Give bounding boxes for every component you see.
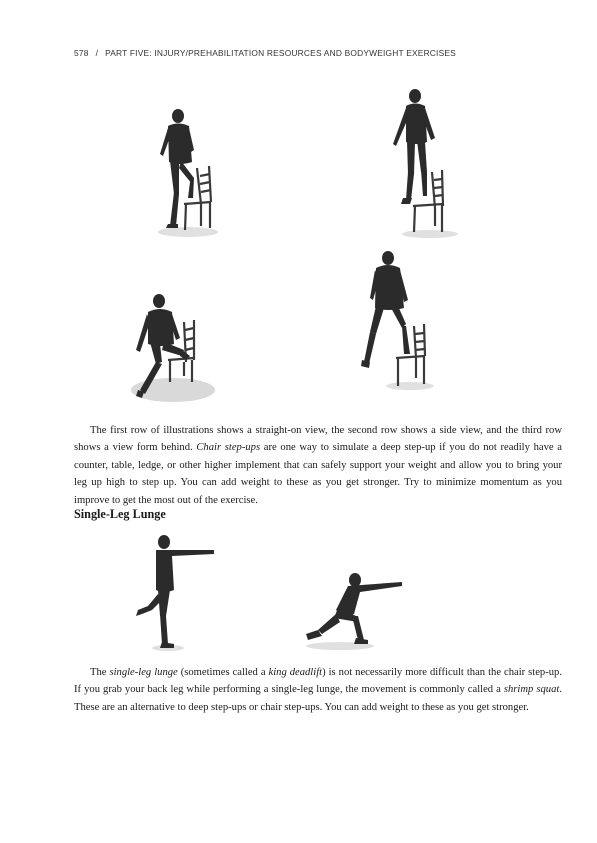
chair-step-up-front-start-figure — [148, 104, 228, 239]
lunge-text-1: The — [90, 667, 110, 678]
header-separator: / — [95, 48, 99, 58]
section-heading: Single-Leg Lunge — [74, 507, 166, 521]
page-number: 578 — [74, 48, 89, 58]
part-title: PART FIVE: INJURY/PREHABILITATION RESOURCES AND BODYWEIGHT EXERCISES — [105, 48, 456, 58]
chair-step-up-front-top-figure — [385, 86, 465, 241]
chair-step-up-paragraph — [74, 422, 562, 509]
single-leg-lunge-term: single-leg lunge — [109, 667, 178, 678]
person-standing-on-chair-icon — [385, 86, 465, 241]
single-leg-lunge-bottom-figure — [300, 568, 408, 654]
lunge-text-4: . These are an alternative to deep step-ups or chair step-ups. You can add weight to these as you get stronger. — [74, 684, 562, 713]
person-kneeling-lunge-arms-forward-icon — [300, 568, 408, 654]
king-deadlift-term: king deadlift — [268, 667, 323, 678]
person-standing-knee-raised-by-chair-icon — [148, 104, 228, 239]
lunge-text-3: ) is not necessarily more difficult than the chair step-up. If you grab your back leg while performing a single-leg lunge, the movement is commonly called a — [74, 667, 562, 696]
chair-step-up-text-2: are one way to simulate a deep step-up if you do not readily have a counter, table, ledge, or other higher implement that can safely support your weight and allow you to bring your leg up high to step up. You can add weight to these as you get stronger. Try to minimize momentum as you improve to get the most out of the exercise. — [74, 442, 562, 506]
chair-step-up-rear-figure — [358, 246, 438, 391]
chair-step-ups-term: Chair step-ups — [196, 442, 261, 454]
lunge-text-2: (sometimes called a — [177, 667, 269, 678]
single-leg-lunge-standing-figure — [130, 534, 220, 654]
person-standing-on-one-leg-arms-forward-icon — [130, 534, 220, 654]
chair-step-up-side-start-figure — [128, 290, 218, 408]
single-leg-lunge-paragraph — [74, 664, 562, 716]
person-stepping-onto-chair-icon — [128, 290, 218, 408]
chair-step-up-text-1: The first row of illustrations shows a straight-on view, the second row shows a side view, and the third row shows a view form behind. — [74, 425, 562, 454]
shrimp-squat-term: shrimp squat — [503, 684, 560, 696]
running-header — [74, 48, 456, 58]
person-stepping-up-from-behind-icon — [358, 246, 438, 391]
